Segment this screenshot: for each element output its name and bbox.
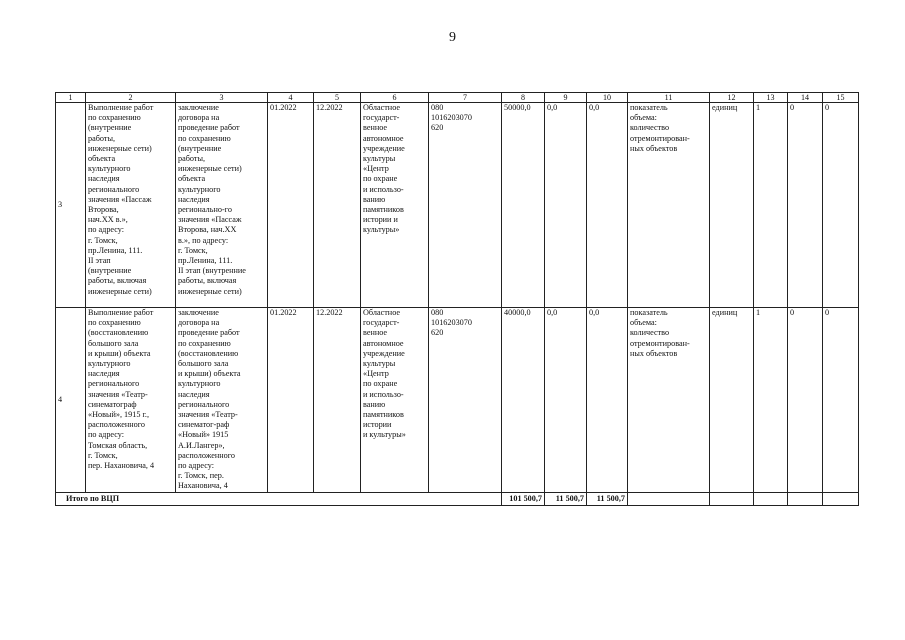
table-row [56,103,859,308]
value-col14: 0 [788,103,823,308]
amount-col9: 0,0 [545,103,587,308]
empty-cell [628,492,710,505]
empty-cell [710,492,754,505]
start-date: 01.2022 [268,308,314,493]
budget-code: 080 1016203070 620 [429,308,502,493]
column-number-row [56,93,859,103]
column-number: 2 [86,93,176,103]
page-number: 9 [449,30,456,45]
total-row [56,492,859,505]
total-col9: 11 500,7 [545,492,587,505]
activity-name: Выполнение работ по сохранению (восстановлению большого зала и крыши) объекта культурного наследия регионального значения «Театр- синематограф «Новый», 1915 г., расположенного по адресу: Томская область, г. Томск, пер. Нахановича, 4 [86,308,176,493]
indicator: показатель объема: количество отремонтирован- ных объектов [628,308,710,493]
column-number: 4 [268,93,314,103]
amount: 50000,0 [502,103,545,308]
row-number: 4 [56,308,86,493]
value-col15: 0 [823,308,859,493]
column-number: 15 [823,93,859,103]
column-number: 5 [314,93,361,103]
amount: 40000,0 [502,308,545,493]
column-number: 7 [429,93,502,103]
budget-code: 080 1016203070 620 [429,103,502,308]
column-number: 3 [176,93,268,103]
value-col15: 0 [823,103,859,308]
activity-basis: заключение договора на проведение работ по сохранению (восстановлению большого зала и крыши) объекта культурного наследия регионального значения «Театр- синематог-раф «Новый» 1915 А.И.Лангер», расположенного по адресу: г. Томск, пер. Нахановича, 4 [176,308,268,493]
column-number: 12 [710,93,754,103]
activity-basis: заключение договора на проведение работ по сохранению (внутренние работы, инженерные сети) объекта культурного наследия регионально-го значения «Пассаж Второва, нач.XX в.», по адресу: г. Томск, пр.Ленина, 111. II этап (внутренние работы, включая инженерные сети) [176,103,268,308]
end-date: 12.2022 [314,308,361,493]
value-col13: 1 [754,103,788,308]
column-number: 11 [628,93,710,103]
amount-col10: 0,0 [587,103,628,308]
amount-col10: 0,0 [587,308,628,493]
executor: Областное государст- венное автономное учреждение культуры «Центр по охране и использо- ванию памятников истории и культуры» [361,308,429,493]
column-number: 13 [754,93,788,103]
total-label: Итого по ВЦП [56,492,502,505]
value-col13: 1 [754,308,788,493]
total-amount: 101 500,7 [502,492,545,505]
program-table [55,92,859,506]
empty-cell [788,492,823,505]
column-number: 10 [587,93,628,103]
column-number: 8 [502,93,545,103]
column-number: 6 [361,93,429,103]
unit: единиц [710,308,754,493]
empty-cell [823,492,859,505]
column-number: 1 [56,93,86,103]
column-number: 9 [545,93,587,103]
empty-cell [754,492,788,505]
executor: Областное государст- венное автономное учреждение культуры «Центр по охране и использо- ванию памятников истории и культуры» [361,103,429,308]
amount-col9: 0,0 [545,308,587,493]
indicator: показатель объема: количество отремонтирован- ных объектов [628,103,710,308]
end-date: 12.2022 [314,103,361,308]
total-col10: 11 500,7 [587,492,628,505]
activity-name: Выполнение работ по сохранению (внутренние работы, инженерные сети) объекта культурного наследия регионального значения «Пассаж Второва, нач.XX в.», по адресу: г. Томск, пр.Ленина, 111. II этап (внутренние работы, включая инженерные сети) [86,103,176,308]
table-row [56,308,859,493]
unit: единиц [710,103,754,308]
value-col14: 0 [788,308,823,493]
start-date: 01.2022 [268,103,314,308]
column-number: 14 [788,93,823,103]
row-number: 3 [56,103,86,308]
